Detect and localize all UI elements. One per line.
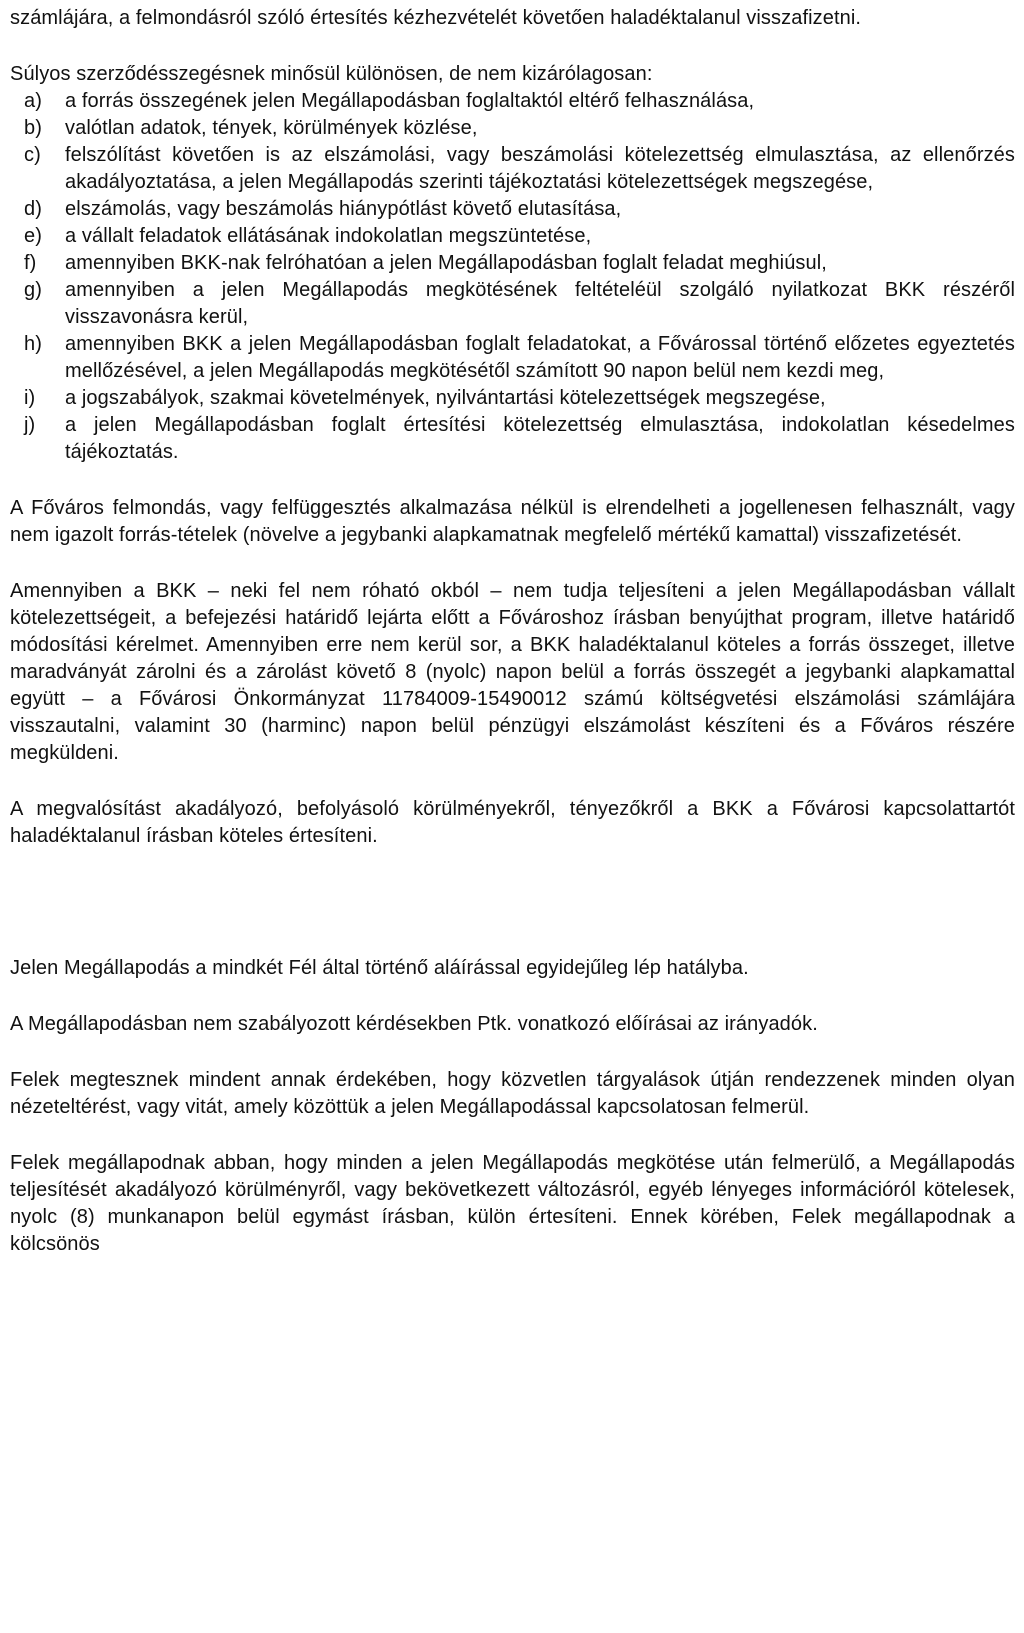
paragraph-repayment: számlájára, a felmondásról szóló értesítés kézhezvételét követően haladéktalanul visszafizetni. xyxy=(10,7,862,29)
list-item xyxy=(10,385,1015,412)
list-marker: g) xyxy=(24,279,42,301)
list-item-text: felszólítást követően is az elszámolási, vagy beszámolási kötelezettség elmulasztása, az ellenőrzés akadályoztatása, a jelen Megállapodás szerinti tájékoztatási kötelezettségek megszegése, xyxy=(65,144,1015,193)
spacer xyxy=(10,549,1015,578)
spacer xyxy=(10,982,1015,1011)
list-item xyxy=(10,88,1015,115)
list-marker: h) xyxy=(24,333,42,355)
list-marker: i) xyxy=(24,387,36,409)
list-item-text: amennyiben BKK-nak felróhatóan a jelen Megállapodásban foglalt feladat meghiúsul, xyxy=(65,252,827,274)
list-item xyxy=(10,142,1015,196)
paragraph-notification: Felek megállapodnak abban, hogy minden a jelen Megállapodás megkötése után felmerülő, a Megállapodás teljesítését akadályozó körülményről, vagy bekövetkezett változásról, egyéb lényeges információról kötelesek, nyolc (8) munkanapon belül egymást írásban, külön értesíteni. Ennek körében, Felek megállapodnak a kölcsönös xyxy=(10,1152,1015,1255)
list-marker: f) xyxy=(24,252,37,274)
paragraph-breach-intro: Súlyos szerződésszegésnek minősül különösen, de nem kizárólagosan: xyxy=(10,63,653,85)
document-page xyxy=(10,0,1015,1633)
list-marker: c) xyxy=(24,144,41,166)
list-item-text: a jelen Megállapodásban foglalt értesítési kötelezettség elmulasztása, indokolatlan késedelmes tájékoztatás. xyxy=(65,414,1015,463)
spacer xyxy=(10,767,1015,796)
list-item-text: a vállalt feladatok ellátásának indokolatlan megszüntetése, xyxy=(65,225,592,247)
paragraph-disputes: Felek megtesznek mindent annak érdekében, hogy közvetlen tárgyalások útján rendezzenek minden olyan nézeteltérést, vagy vitát, amely közöttük a jelen Megállapodással kapcsolatosan felmerül. xyxy=(10,1069,1015,1118)
list-marker: e) xyxy=(24,225,42,247)
list-item-text: amennyiben BKK a jelen Megállapodásban foglalt feladatokat, a Fővárossal történő előzetes egyeztetés mellőzésével, a jelen Megállapodás megkötésétől számított 90 napon belül nem kezdi meg, xyxy=(65,333,1015,382)
list-marker: b) xyxy=(24,117,42,139)
list-item xyxy=(10,250,1015,277)
list-item-text: a forrás összegének jelen Megállapodásban foglaltaktól eltérő felhasználása, xyxy=(65,90,755,112)
list-item xyxy=(10,115,1015,142)
spacer xyxy=(10,850,1015,955)
document-body xyxy=(10,0,1015,1258)
spacer xyxy=(10,1121,1015,1150)
paragraph-inability: Amennyiben a BKK – neki fel nem róható okból – nem tudja teljesíteni a jelen Megállapodásban vállalt kötelezettségeit, a befejezési határidő lejárta előtt a Fővároshoz írásban benyújthat program, illetve határidő módosítási kérelmet. Amennyiben erre nem kerül sor, a BKK haladéktalanul köteles a forrás összeget, illetve maradványát zárolni és a zárolást követő 8 (nyolc) napon belül a forrás összegét a jegybanki alapkamattal együtt – a Fővárosi Önkormányzat 11784009-15490012 számú költségvetési elszámolási számlájára visszautalni, valamint 30 (harminc) napon belül pénzügyi elszámolást készíteni és a Főváros részére megküldeni. xyxy=(10,580,1015,764)
paragraph-ptk: A Megállapodásban nem szabályozott kérdésekben Ptk. vonatkozó előírásai az irányadók. xyxy=(10,1013,818,1035)
list-marker: a) xyxy=(24,90,42,112)
list-item-text: amennyiben a jelen Megállapodás megkötésének feltételéül szolgáló nyilatkozat BKK részéről visszavonásra kerül, xyxy=(65,279,1015,328)
list-item-text: elszámolás, vagy beszámolás hiánypótlást követő elutasítása, xyxy=(65,198,622,220)
list-item-text: a jogszabályok, szakmai követelmények, nyilvántartási kötelezettségek megszegése, xyxy=(65,387,826,409)
spacer xyxy=(10,1038,1015,1067)
list-item-text: valótlan adatok, tények, körülmények közlése, xyxy=(65,117,478,139)
spacer xyxy=(10,32,1015,61)
paragraph-effect: Jelen Megállapodás a mindkét Fél által történő aláírással egyidejűleg lép hatályba. xyxy=(10,957,749,979)
paragraph-repayment-order: A Főváros felmondás, vagy felfüggesztés alkalmazása nélkül is elrendelheti a jogellenesen felhasznált, vagy nem igazolt forrás-tételek (növelve a jegybanki alapkamatnak megfelelő mértékű kamattal) visszafizetését. xyxy=(10,497,1015,546)
list-item xyxy=(10,331,1015,385)
paragraph-obstacles: A megvalósítást akadályozó, befolyásoló körülményekről, tényezőkről a BKK a Fővárosi kapcsolattartót haladéktalanul írásban köteles értesíteni. xyxy=(10,798,1015,847)
list-item xyxy=(10,277,1015,331)
list-item xyxy=(10,223,1015,250)
breach-list xyxy=(10,88,1015,466)
list-item xyxy=(10,412,1015,466)
list-item xyxy=(10,196,1015,223)
list-marker: j) xyxy=(24,414,36,436)
spacer xyxy=(10,466,1015,495)
list-marker: d) xyxy=(24,198,42,220)
